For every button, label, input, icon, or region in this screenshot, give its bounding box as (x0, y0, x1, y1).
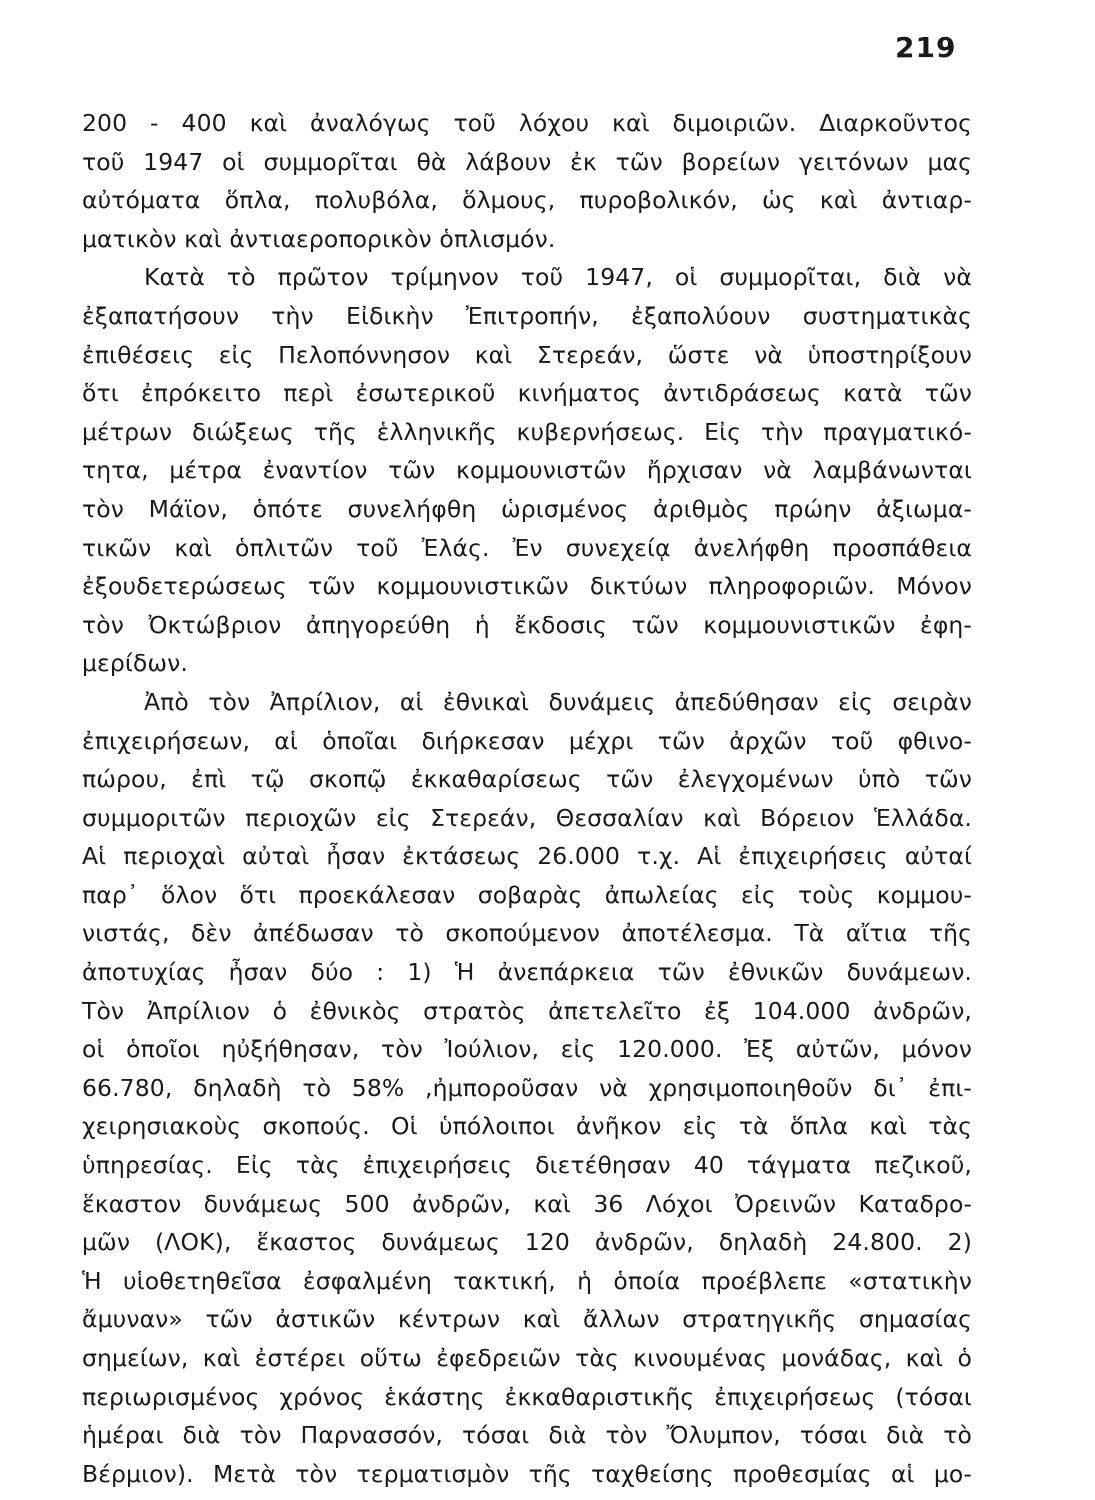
text-line: ματικὸν καὶ ἀντιαεροπορικὸν ὁπλισμόν. (82, 224, 556, 253)
text-line: Κατὰ τὸ πρῶτον τρίμηνον τοῦ 1947, οἱ συμμορῖται, διὰ νὰ (144, 263, 972, 292)
text-line: μερίδων. (82, 649, 188, 678)
text-line: ἐπιχειρήσεων, αἱ ὁποῖαι διήρκεσαν μέχρι τῶν ἀρχῶν τοῦ φθινο- (82, 726, 972, 755)
text-line: ἀποτυχίας ἦσαν δύο : 1) Ἡ ἀνεπάρκεια τῶν ἐθνικῶν δυνάμεων. (82, 958, 972, 987)
text-line: χειρησιακοὺς σκοπούς. Οἱ ὑπόλοιποι ἀνῆκον εἰς τὰ ὅπλα καὶ τὰς (82, 1112, 972, 1141)
text-line: ἄμυναν» τῶν ἀστικῶν κέντρων καὶ ἄλλων στρατηγικῆς σημασίας (82, 1305, 972, 1334)
page-number: 219 (895, 31, 957, 64)
text-line: οἱ ὁποῖοι ηὐξήθησαν, τὸν Ἰούλιον, εἰς 120.000. Ἐξ αὐτῶν, μόνον (82, 1035, 972, 1064)
text-line: 200 - 400 καὶ ἀναλόγως τοῦ λόχου καὶ διμοιριῶν. Διαρκοῦντος (82, 109, 972, 137)
text-line: ἐξαπατήσουν τὴν Εἰδικὴν Ἐπιτροπήν, ἐξαπολύουν συστηματικὰς (82, 301, 972, 330)
text-line: τοῦ 1947 οἱ συμμορῖται θὰ λάβουν ἐκ τῶν βορείων γειτόνων μας (82, 147, 972, 176)
text-line: ἕκαστον δυνάμεως 500 ἀνδρῶν, καὶ 36 Λόχοι Ὀρεινῶν Καταδρο- (82, 1189, 972, 1218)
text-line: Ἀπὸ τὸν Ἀπρίλιον, αἱ ἐθνικαὶ δυνάμεις ἀπεδύθησαν εἰς σειρὰν (144, 687, 972, 716)
text-line: ὅτι ἐπρόκειτο περὶ ἐσωτερικοῦ κινήματος ἀντιδράσεως κατὰ τῶν (82, 379, 972, 408)
text-line: ἐξουδετερώσεως τῶν κομμουνιστικῶν δικτύων πληροφοριῶν. Μόνον (82, 572, 972, 601)
text-line: τητα, μέτρα ἐναντίον τῶν κομμουνιστῶν ἤρχισαν νὰ λαμβάνωνται (82, 456, 972, 485)
text-line: τὸν Μάϊον, ὁπότε συνελήφθη ὡρισμένος ἀριθμὸς πρώην ἀξιωμα- (82, 494, 972, 523)
body-text (82, 104, 972, 1493)
text-line: Τὸν Ἀπρίλιον ὁ ἐθνικὸς στρατὸς ἀπετελεῖτο ἐξ 104.000 ἀνδρῶν, (82, 996, 972, 1025)
text-line: μέτρων διώξεως τῆς ἑλληνικῆς κυβερνήσεως. Εἰς τὴν πραγματικό- (82, 417, 972, 446)
text-line: τὸν Ὀκτώβριον ἀπηγορεύθη ἡ ἔκδοσις τῶν κομμουνιστικῶν ἐφη- (82, 610, 972, 639)
text-line: ἐπιθέσεις εἰς Πελοπόννησον καὶ Στερεάν, ὥστε νὰ ὑποστηρίξουν (82, 340, 972, 369)
text-line: σημείων, καὶ ἐστέρει οὕτω ἐφεδρειῶν τὰς κινουμένας μονάδας, καὶ ὁ (82, 1344, 972, 1372)
text-line: Ἡ υἱοθετηθεῖσα ἐσφαλμένη τακτική, ἡ ὁποία προέβλεπε «στατικὴν (82, 1266, 972, 1295)
text-line: νιστάς, δὲν ἀπέδωσαν τὸ σκοπούμενον ἀποτέλεσμα. Τὰ αἴτια τῆς (82, 919, 972, 948)
text-line: Αἱ περιοχαὶ αὐταὶ ἦσαν ἐκτάσεως 26.000 τ.χ. Αἱ ἐπιχειρήσεις αὐταί (82, 842, 972, 871)
text-line: συμμοριτῶν περιοχῶν εἰς Στερεάν, Θεσσαλίαν καὶ Βόρειον Ἑλλάδα. (82, 803, 972, 832)
text-line: ὑπηρεσίας. Εἰς τὰς ἐπιχειρήσεις διετέθησαν 40 τάγματα πεζικοῦ, (82, 1151, 972, 1180)
text-line: μῶν (ΛΟΚ), ἕκαστος δυνάμεως 120 ἀνδρῶν, δηλαδὴ 24.800. 2) (82, 1228, 972, 1257)
text-line: ἡμέραι διὰ τὸν Παρνασσόν, τόσαι διὰ τὸν Ὄλυμπον, τόσαι διὰ τὸ (82, 1421, 972, 1450)
text-line: παρ᾽ ὅλον ὅτι προεκάλεσαν σοβαρὰς ἀπωλείας εἰς τοὺς κομμου- (82, 880, 972, 909)
text-line: τικῶν καὶ ὁπλιτῶν τοῦ Ἐλάς. Ἐν συνεχείᾳ ἀνελήφθη προσπάθεια (82, 533, 972, 562)
text-line: Βέρμιον). Μετὰ τὸν τερματισμὸν τῆς ταχθείσης προθεσμίας αἱ μο- (82, 1459, 972, 1488)
text-line: αὐτόματα ὅπλα, πολυβόλα, ὅλμους, πυροβολικόν, ὡς καὶ ἀντιαρ- (82, 186, 972, 215)
text-line: 66.780, δηλαδὴ τὸ 58% ,ἠμποροῦσαν νὰ χρησιμοποιηθοῦν δι᾽ ἐπι- (82, 1073, 972, 1102)
text-line: πώρου, ἐπὶ τῷ σκοπῷ ἐκκαθαρίσεως τῶν ἐλεγχομένων ὑπὸ τῶν (82, 765, 972, 794)
text-line: περιωρισμένος χρόνος ἑκάστης ἐκκαθαριστικῆς ἐπιχειρήσεως (τόσαι (82, 1382, 972, 1411)
